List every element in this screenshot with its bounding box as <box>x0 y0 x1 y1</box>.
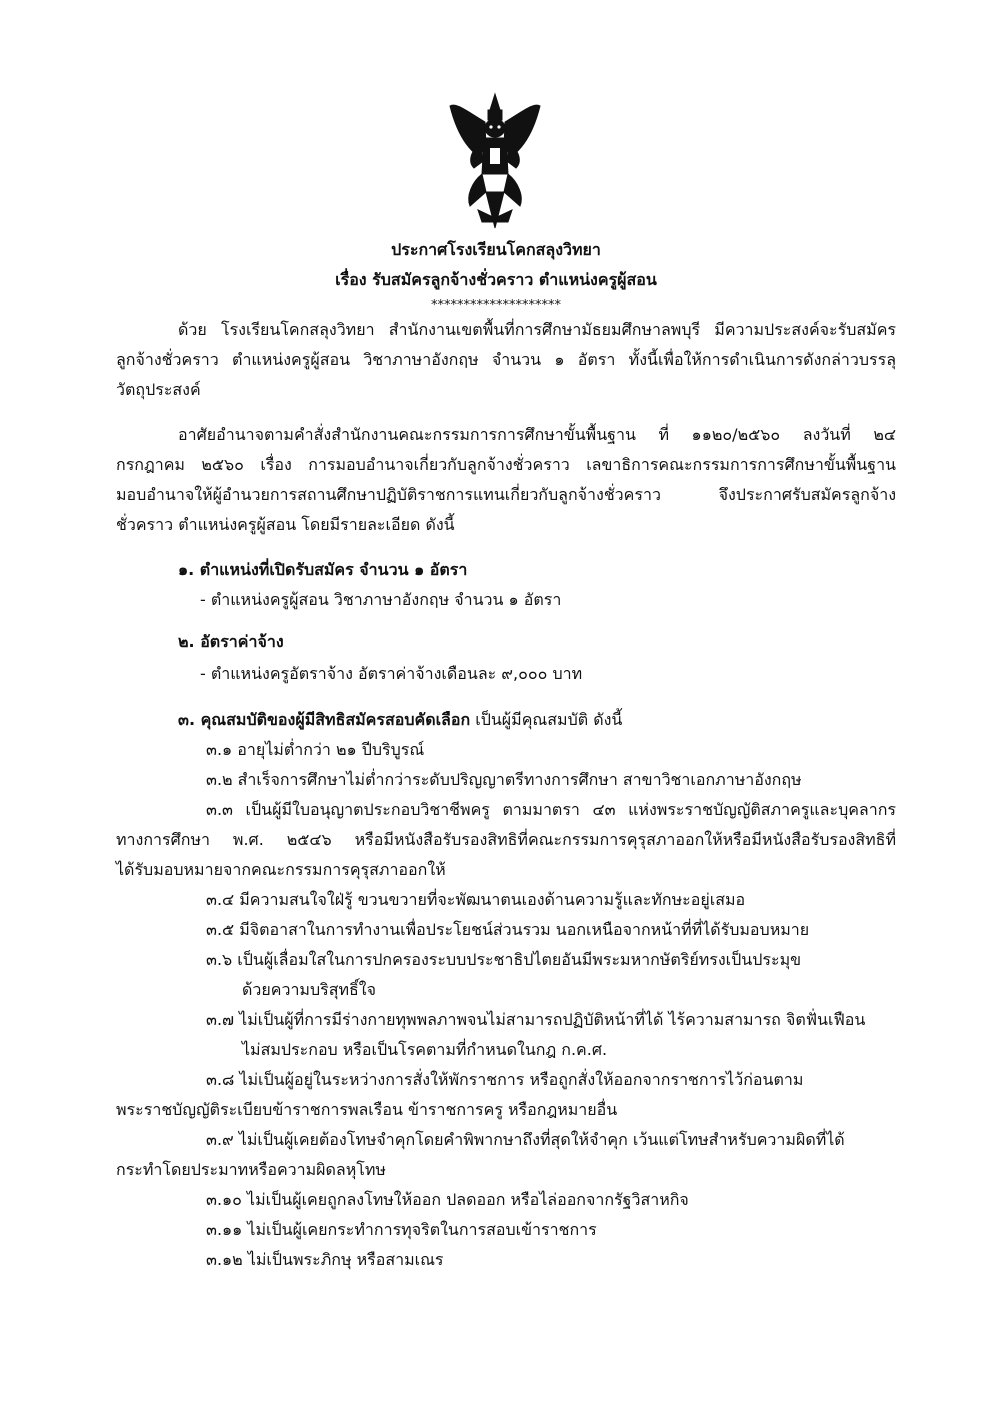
section3-heading-tail: เป็นผู้มีคุณสมบัติ ดังนี้ <box>470 710 623 729</box>
qualification-item: ๓.๒ สำเร็จการศึกษาไม่ต่ำกว่าระดับปริญญาตรีทางการศึกษา สาขาวิชาเอกภาษาอังกฤษ <box>206 770 802 789</box>
section3-heading: ๓. คุณสมบัติของผู้มีสิทธิสมัครสอบคัดเลือก <box>178 710 471 729</box>
section1-heading: ๑. ตำแหน่งที่เปิดรับสมัคร จำนวน ๑ อัตรา <box>178 560 468 579</box>
qualification-item: ๓.๘ ไม่เป็นผู้อยู่ในระหว่างการสั่งให้พักราชการ หรือถูกสั่งให้ออกจากราชการไว้ก่อนตาม <box>206 1070 804 1089</box>
announcement-subject: เรื่อง รับสมัครลูกจ้างชั่วคราว ตำแหน่งครูผู้สอน <box>335 270 657 289</box>
qualification-item: ๓.๑ อายุไม่ต่ำกว่า ๒๑ ปีบริบูรณ์ <box>206 740 425 759</box>
intro-p2-line: มอบอำนาจให้ผู้อำนวยการสถานศึกษาปฏิบัติราชการแทนเกี่ยวกับลูกจ้างชั่วคราว จึงประกาศรับสมัครลูกจ้าง <box>116 485 896 504</box>
qualification-item: ๓.๑๒ ไม่เป็นพระภิกษุ หรือสามเณร <box>206 1250 444 1269</box>
announcement-title: ประกาศโรงเรียนโคกสลุงวิทยา <box>391 240 601 259</box>
intro-p1-line: วัตถุประสงค์ <box>116 380 201 399</box>
intro-p2-line: กรกฎาคม ๒๕๖๐ เรื่อง การมอบอำนาจเกี่ยวกับลูกจ้างชั่วคราว เลขาธิการคณะกรรมการการศึกษาขั้นพื้นฐาน <box>116 455 896 474</box>
qualification-item: ๓.๓ เป็นผู้มีใบอนุญาตประกอบวิชาชีพครู ตามมาตรา ๔๓ แห่งพระราชบัญญัติสภาครูและบุคลากร <box>206 800 896 819</box>
intro-p1-line: ด้วย โรงเรียนโคกสลุงวิทยา สำนักงานเขตพื้นที่การศึกษามัธยมศึกษาลพบุรี มีความประสงค์จะรับสมัคร <box>178 320 896 339</box>
qualification-item: ๓.๕ มีจิตอาสาในการทำงานเพื่อประโยชน์ส่วนรวม นอกเหนือจากหน้าที่ที่ได้รับมอบหมาย <box>206 920 810 939</box>
qualification-item: ๓.๑๐ ไม่เป็นผู้เคยถูกลงโทษให้ออก ปลดออก หรือไล่ออกจากรัฐวิสาหกิจ <box>206 1190 689 1209</box>
section3-heading-line <box>178 708 622 732</box>
garuda-emblem-icon <box>448 92 542 232</box>
qualification-item-cont: พระราชบัญญัติระเบียบข้าราชการพลเรือน ข้าราชการครู หรือกฎหมายอื่น <box>116 1100 618 1119</box>
section1-item: - ตำแหน่งครูผู้สอน วิชาภาษาอังกฤษ จำนวน ๑ อัตรา <box>200 590 562 609</box>
section2-heading: ๒. อัตราค่าจ้าง <box>178 632 284 651</box>
qualification-item: ๓.๖ เป็นผู้เลื่อมใสในการปกครองระบบประชาธิปไตยอันมีพระมหากษัตริย์ทรงเป็นประมุข <box>206 950 802 969</box>
intro-p2-line: อาศัยอำนาจตามคำสั่งสำนักงานคณะกรรมการการศึกษาขั้นพื้นฐาน ที่ ๑๑๒๐/๒๕๖๐ ลงวันที่ ๒๔ <box>178 425 896 444</box>
intro-p1-line: ลูกจ้างชั่วคราว ตำแหน่งครูผู้สอน วิชาภาษาอังกฤษ จำนวน ๑ อัตรา ทั้งนี้เพื่อให้การดำเนินการดังกล่าวบรรลุ <box>116 350 896 369</box>
intro-p2-line: ชั่วคราว ตำแหน่งครูผู้สอน โดยมีรายละเอียด ดังนี้ <box>116 515 455 534</box>
qualification-item-cont: กระทำโดยประมาทหรือความผิดลหุโทษ <box>116 1160 386 1179</box>
qualification-item-cont: ได้รับมอบหมายจากคณะกรรมการคุรุสภาออกให้ <box>116 860 446 879</box>
qualification-item-cont: ทางการศึกษา พ.ศ. ๒๕๔๖ หรือมีหนังสือรับรองสิทธิที่คณะกรรมการคุรุสภาออกให้หรือมีหนังสือรับรองสิทธิที่ <box>116 830 896 849</box>
title-separator: ******************** <box>431 298 561 313</box>
qualification-item: ๓.๔ มีความสนใจใฝ่รู้ ขวนขวายที่จะพัฒนาตนเองด้านความรู้และทักษะอยู่เสมอ <box>206 890 746 909</box>
qualification-item: ๓.๗ ไม่เป็นผู้ที่การมีร่างกายทุพพลภาพจนไม่สามารถปฏิบัติหน้าที่ได้ ไร้ความสามารถ จิตฟั่นเฟือน <box>206 1010 866 1029</box>
qualification-item-cont: ไม่สมประกอบ หรือเป็นโรคตามที่กำหนดในกฎ ก.ค.ศ. <box>242 1040 608 1059</box>
qualification-item-cont: ด้วยความบริสุทธิ์ใจ <box>242 980 376 999</box>
qualification-item: ๓.๙ ไม่เป็นผู้เคยต้องโทษจำคุกโดยคำพิพากษาถึงที่สุดให้จำคุก เว้นแต่โทษสำหรับความผิดที่ได้ <box>206 1130 845 1149</box>
qualification-item: ๓.๑๑ ไม่เป็นผู้เคยกระทำการทุจริตในการสอบเข้าราชการ <box>206 1220 597 1239</box>
section2-item: - ตำแหน่งครูอัตราจ้าง อัตราค่าจ้างเดือนละ ๙,๐๐๐ บาท <box>200 664 583 683</box>
